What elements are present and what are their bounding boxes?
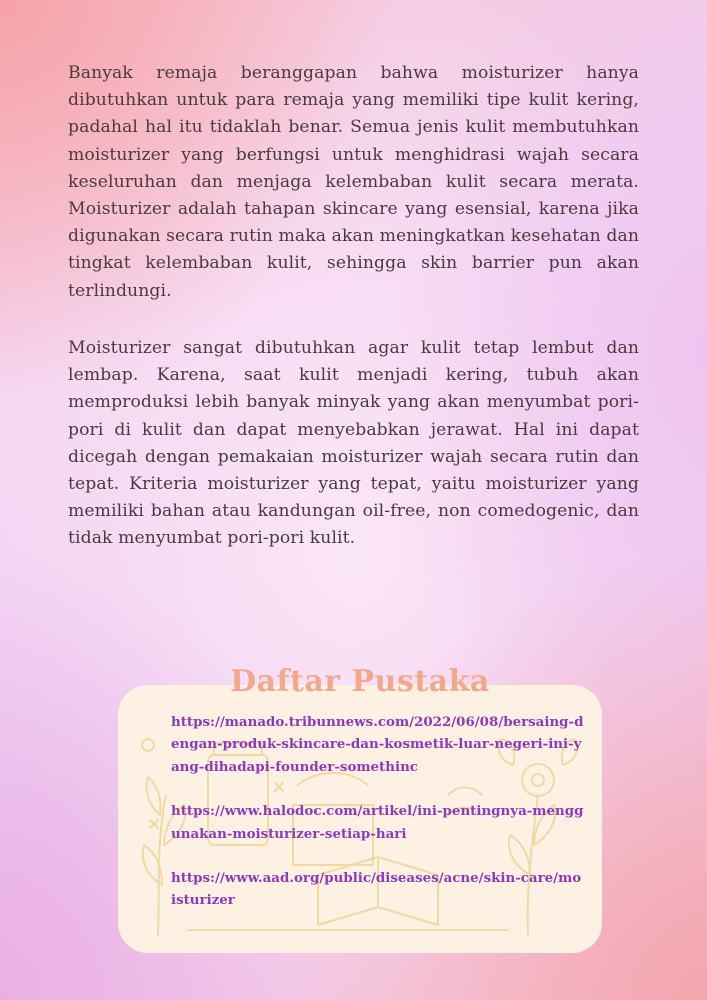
body-paragraph-1: Banyak remaja beranggapan bahwa moisturizer hanya dibutuhkan untuk para remaja yang memiliki tipe kulit kering, padahal hal itu tidaklah benar. Semua jenis kulit membutuhkan moisturizer yang berfungsi untuk menghidrasi wajah secara keseluruhan dan menjaga kelembaban kulit secara merata. Moisturizer adalah tahapan skincare yang esensial, karena jika digunakan secara rutin maka akan meningkatkan kesehatan dan tingkat kelembaban kulit, sehingga skin barrier pun akan terlindungi. bbox=[68, 63, 639, 301]
references-box bbox=[118, 685, 602, 953]
references-heading bbox=[118, 660, 602, 704]
reference-link-2[interactable]: https://www.halodoc.com/artikel/ini-pentingnya-menggunakan-moisturizer-setiap-hari bbox=[171, 803, 584, 842]
references-heading-text: Daftar Pustaka bbox=[230, 664, 490, 699]
reference-link-3[interactable]: https://www.aad.org/public/diseases/acne/skin-care/moisturizer bbox=[171, 870, 582, 909]
reference-link-1[interactable]: https://manado.tribunnews.com/2022/06/08/bersaing-dengan-produk-skincare-dan-kosmetik-luar-negeri-ini-yang-dihadapi-founder-somethinc bbox=[171, 714, 584, 775]
body-paragraph-2: Moisturizer sangat dibutuhkan agar kulit tetap lembut dan lembap. Karena, saat kulit menjadi kering, tubuh akan memproduksi lebih banyak minyak yang akan menyumbat pori-pori di kulit dan dapat menyebabkan jerawat. Hal ini dapat dicegah dengan pemakaian moisturizer wajah secara rutin dan tepat. Kriteria moisturizer yang tepat, yaitu moisturizer yang memiliki bahan atau kandungan oil-free, non comedogenic, dan tidak menyumbat pori-pori kulit. bbox=[68, 338, 639, 549]
references-list bbox=[171, 711, 586, 934]
